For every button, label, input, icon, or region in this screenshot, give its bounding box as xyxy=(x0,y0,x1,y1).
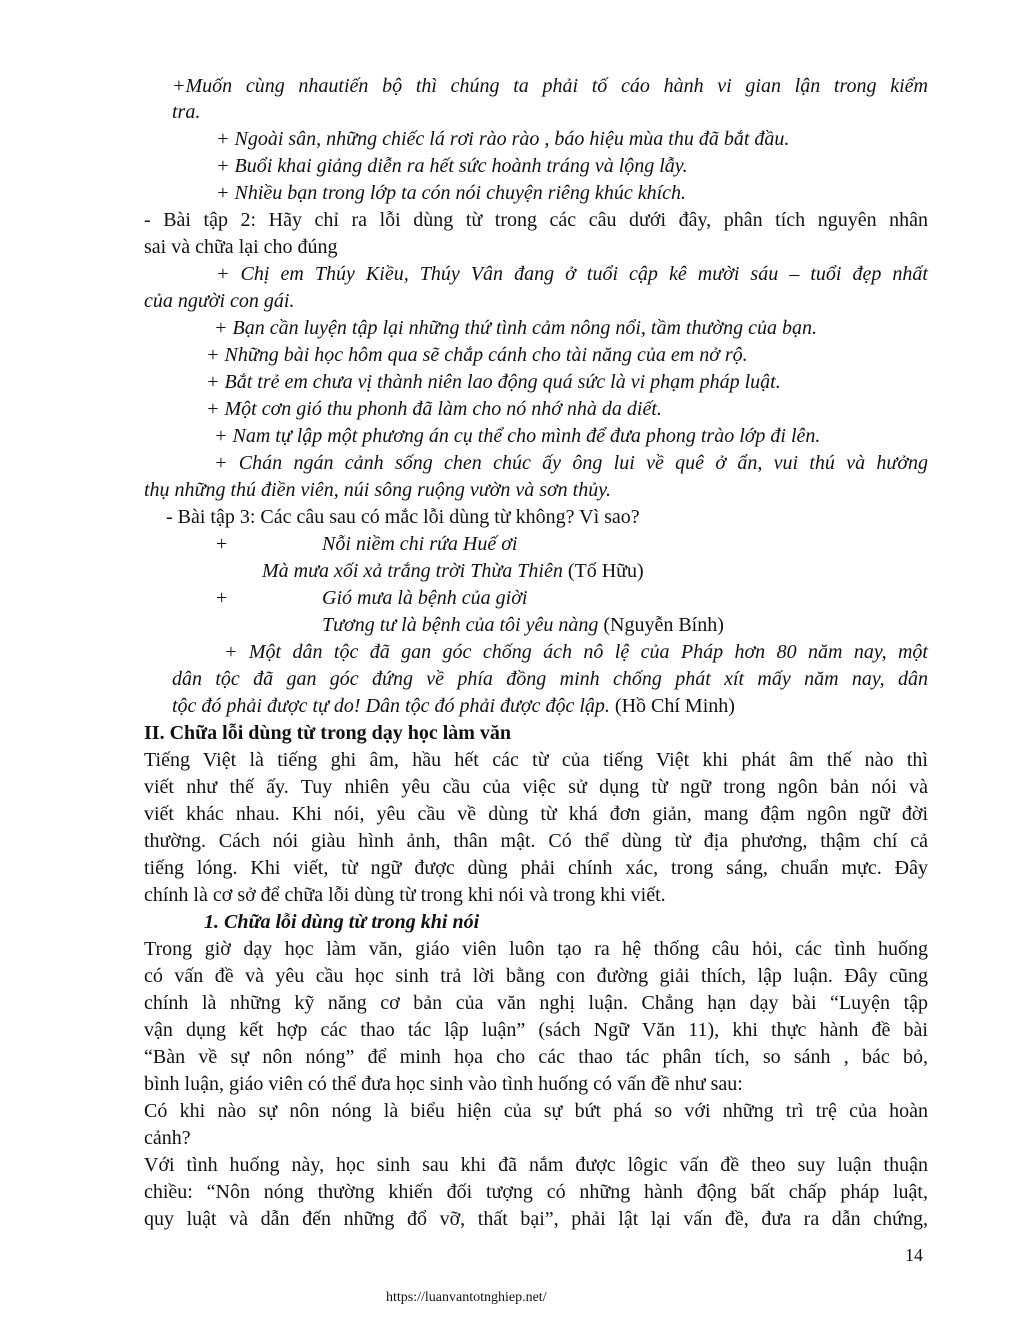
text-line: cảnh? xyxy=(144,1127,191,1149)
text-line: Tiếng Việt là tiếng ghi âm, hầu hết các từ của tiếng Việt khi phát âm thế nào thì xyxy=(144,749,928,771)
text-line: + Những bài học hôm qua sẽ chắp cánh cho tài năng của em nở rộ. xyxy=(206,344,748,366)
text-line: chính là cơ sở để chữa lỗi dùng từ trong khi nói và trong khi viết. xyxy=(144,884,666,906)
section-heading: II. Chữa lỗi dùng từ trong dạy học làm văn xyxy=(144,722,512,744)
text-line: bình luận, giáo viên có thể đưa học sinh vào tình huống có vấn đề như sau: xyxy=(144,1073,743,1095)
poem-line: Nỗi niềm chi rứa Huế ơi xyxy=(322,533,518,555)
text-line: + Một dân tộc đã gan góc chống ách nô lệ của Pháp hơn 80 năm nay, một xyxy=(224,641,928,663)
subsection-heading: 1. Chữa lỗi dùng từ trong khi nói xyxy=(204,911,480,933)
text-line: sai và chữa lại cho đúng xyxy=(144,236,338,258)
text-line: của người con gái. xyxy=(144,290,295,312)
poem-source: (Nguyễn Bính) xyxy=(603,614,724,636)
page-number: 14 xyxy=(905,1245,923,1265)
text-line: + Chị em Thúy Kiều, Thúy Vân đang ở tuổi cập kê mười sáu – tuổi đẹp nhất xyxy=(216,263,928,285)
poem-line: Gió mưa là bệnh của giời xyxy=(322,587,528,609)
text-line: có vấn đề và yêu cầu học sinh trả lời bằng con đường giải thích, lập luận. Đây cũng xyxy=(144,965,928,987)
poem-line-with-source xyxy=(322,612,724,638)
text-line: quy luật và dẫn đến những đổ vỡ, thất bại”, phải lật lại vấn đề, đưa ra dẫn chứng, xyxy=(144,1208,928,1230)
text-line: + Nam tự lập một phương án cụ thể cho mình để đưa phong trào lớp đi lên. xyxy=(214,425,821,447)
text-line: + Một cơn gió thu phonh đã làm cho nó nhớ nhà da diết. xyxy=(206,398,662,420)
text-line: + Bạn cần luyện tập lại những thứ tình cảm nông nổi, tầm thường của bạn. xyxy=(214,317,817,339)
text-line: - Bài tập 3: Các câu sau có mắc lỗi dùng từ không? Vì sao? xyxy=(166,506,640,528)
text-line: “Bàn về sự nôn nóng” để minh họa cho các thao tác phân tích, so sánh , bác bỏ, xyxy=(144,1046,928,1068)
poem-text: Tương tư là bệnh của tôi yêu nàng xyxy=(322,614,599,636)
bullet-plus: + xyxy=(216,533,228,555)
text-line: viết như thế ấy. Tuy nhiên yêu cầu của việc sử dụng từ ngữ trong ngôn bản nói và xyxy=(144,776,928,798)
text-line: + Bắt trẻ em chưa vị thành niên lao động quá sức là vi phạm pháp luật. xyxy=(206,371,781,393)
bullet-plus: + xyxy=(216,587,228,609)
text-line: thường. Cách nói giàu hình ảnh, thân mật. Có thể dùng từ địa phương, thậm chí cả xyxy=(144,830,928,852)
poem-text: Mà mưa xối xả trắng trời Thừa Thiên xyxy=(262,560,563,582)
text-line: + Ngoài sân, những chiếc lá rơi rào rào , báo hiệu mùa thu đã bắt đầu. xyxy=(216,128,790,150)
text-line: tiếng lóng. Khi viết, từ ngữ được dùng phải chính xác, trong sáng, chuẩn mực. Đây xyxy=(144,857,928,879)
text-line: viết khác nhau. Khi nói, yêu cầu về dùng từ khá đơn giản, mang đậm ngôn ngữ đời xyxy=(144,803,928,825)
text-line: Với tình huống này, học sinh sau khi đã nắm được lôgic vấn đề theo suy luận thuận xyxy=(144,1154,928,1176)
poem-source: (Tố Hữu) xyxy=(567,560,644,582)
text-line: tra. xyxy=(172,101,201,123)
text-line: vận dụng kết hợp các thao tác lập luận” (sách Ngữ Văn 11), khi thực hành đề bài xyxy=(144,1019,928,1041)
footer-url[interactable]: https://luanvantotnghiep.net/ xyxy=(386,1290,547,1305)
quote-text: tộc đó phải được tự do! Dân tộc đó phải được độc lập. xyxy=(172,695,610,717)
text-line: chiều: “Nôn nóng thường khiến đối tượng có những hành động bất chấp pháp luật, xyxy=(144,1181,928,1203)
poem-line-with-source xyxy=(262,558,644,584)
quote-source: (Hồ Chí Minh) xyxy=(614,695,735,717)
text-line: + Chán ngán cảnh sống chen chúc ấy ông lui về quê ở ẩn, vui thú và hưởng xyxy=(214,452,928,474)
text-line: - Bài tập 2: Hãy chỉ ra lỗi dùng từ trong các câu dưới đây, phân tích nguyên nhân xyxy=(144,209,928,231)
text-line: Có khi nào sự nôn nóng là biểu hiện của sự bứt phá so với những trì trệ của hoàn xyxy=(144,1100,928,1122)
text-line: + Nhiều bạn trong lớp ta cón nói chuyện riêng khúc khích. xyxy=(216,182,686,204)
text-line: chính là những kỹ năng cơ bản của văn nghị luận. Chẳng hạn dạy bài “Luyện tập xyxy=(144,992,928,1014)
text-line-with-source xyxy=(172,693,735,719)
text-line: +Muốn cùng nhautiến bộ thì chúng ta phải tố cáo hành vi gian lận trong kiểm xyxy=(172,75,928,97)
text-line: + Buổi khai giảng diễn ra hết sức hoành tráng và lộng lẫy. xyxy=(216,155,688,177)
text-line: Trong giờ dạy học làm văn, giáo viên luôn tạo ra hệ thống câu hỏi, các tình huống xyxy=(144,938,928,960)
text-line: dân tộc đã gan góc đứng về phía đồng minh chống phát xít mấy năm nay, dân xyxy=(172,668,928,690)
text-line: thụ những thú điền viên, núi sông ruộng vườn và sơn thủy. xyxy=(144,479,612,501)
